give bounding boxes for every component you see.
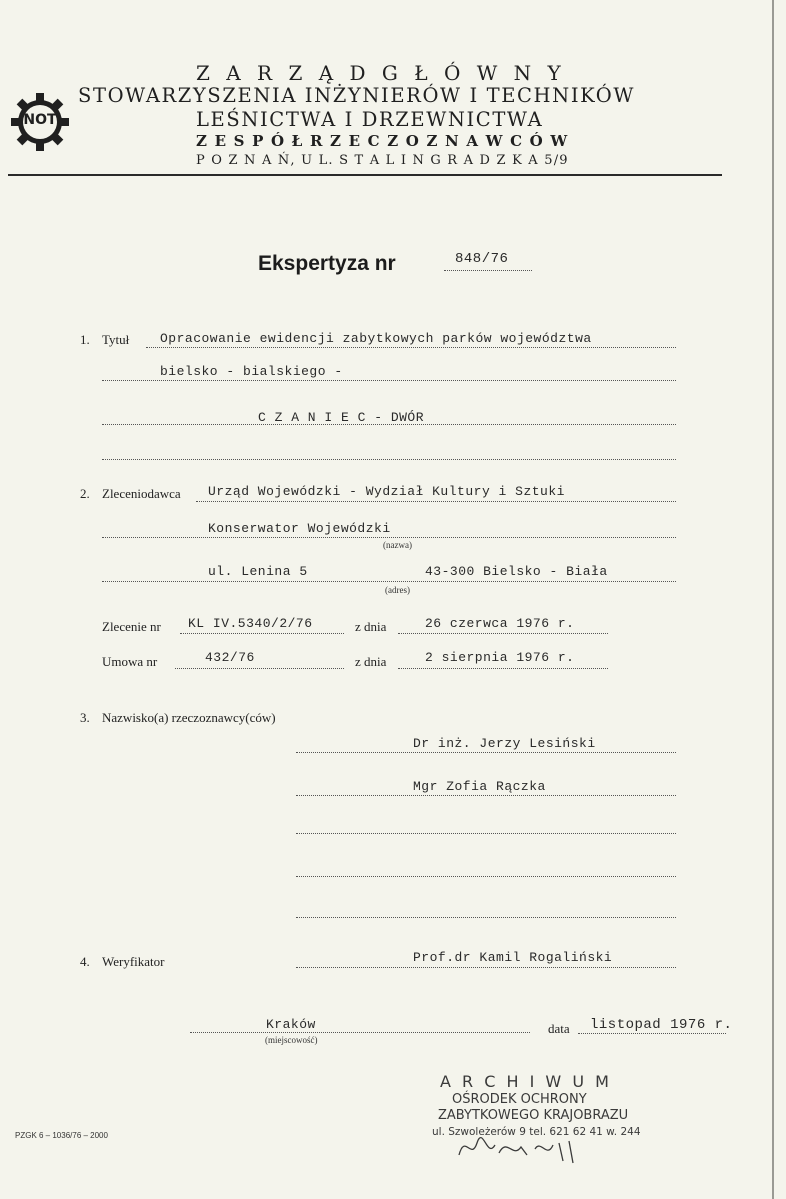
section-3-number: 3. [80,710,90,725]
stamp-archiwum: A R C H I W U M [440,1072,612,1091]
document-title: Ekspertyza nr [258,252,396,275]
rzeczoznawca-line-4 [296,876,676,877]
zleceniodawca-value-2: Konserwator Wojewódzki [208,521,391,536]
umowa-line [175,668,344,669]
zlecenie-date: 26 czerwca 1976 r. [425,616,575,631]
section-1-number: 1. [80,332,90,347]
not-logo-icon [10,92,70,152]
rzeczoznawca-line-3 [296,833,676,834]
zlecenie-value: KL IV.5340/2/76 [188,616,313,631]
adres-street: ul. Lenina 5 [208,564,308,579]
document-number: 848/76 [455,251,509,267]
data-value: listopad 1976 r. [590,1017,733,1033]
zlecenie-label: Zlecenie nr [102,619,161,634]
tytul-line-3 [102,424,676,425]
header-line-3: LEŚNICTWA I DRZEWNICTWA [196,108,544,131]
adres-line [102,581,676,582]
zlecenie-date-line [398,633,608,634]
tytul-value-3: C Z A N I E C - DWÓR [258,410,425,425]
weryfikator-value: Prof.dr Kamil Rogaliński [413,950,613,965]
weryfikator-label: Weryfikator [102,954,165,969]
miejscowosc-line [190,1032,530,1033]
rzeczoznawca-1: Dr inż. Jerzy Lesiński [413,736,596,751]
zlecenie-line [180,633,344,634]
umowa-date: 2 sierpnia 1976 r. [425,650,575,665]
title-number-line [444,270,532,271]
section-2-number: 2. [80,486,90,501]
tytul-line-2 [102,380,676,381]
miejscowosc-caption: (miejscowość) [265,1035,318,1045]
header-divider [8,174,722,176]
tytul-label: Tytuł [102,332,130,347]
rzeczoznawca-line-1 [296,752,676,753]
tytul-line-4 [102,459,676,460]
tytul-line-1 [146,347,676,348]
header-line-5: P O Z N A Ń, U L. S T A L I N G R A D Z K A 5/9 [196,153,569,168]
rzeczoznawcy-label: Nazwisko(a) rzeczoznawcy(ców) [102,710,276,725]
tytul-value-1: Opracowanie ewidencji zabytkowych parków województwa [160,331,592,346]
header-line-1: Z A R Z Ą D G Ł Ó W N Y [196,61,566,85]
data-label: data [548,1021,570,1036]
handwritten-signature [455,1125,595,1170]
weryfikator-line [296,967,676,968]
adres-caption: (adres) [385,585,410,595]
umowa-date-line [398,668,608,669]
print-code: PZGK 6 – 1036/76 – 2000 [15,1131,108,1140]
logo-text: NOT [23,112,57,128]
zleceniodawca-label: Zleceniodawca [102,486,181,501]
rzeczoznawca-2: Mgr Zofia Rączka [413,779,546,794]
umowa-z-dnia: z dnia [355,654,387,669]
rzeczoznawca-line-5 [296,917,676,918]
zleceniodawca-line-1 [196,501,676,502]
page-edge-line [772,0,774,1199]
adres-city: 43-300 Bielsko - Biała [425,564,608,579]
miejscowosc-value: Kraków [266,1017,316,1032]
umowa-value: 432/76 [205,650,255,665]
tytul-value-2: bielsko - bialskiego - [160,364,343,379]
stamp-zabytkowego: ZABYTKOWEGO KRAJOBRAZU [438,1108,629,1123]
zlecenie-z-dnia: z dnia [355,619,387,634]
section-4-number: 4. [80,954,90,969]
stamp-address: ul. Szwoleżerów 9 tel. 621 62 41 w. 244 [432,1126,641,1138]
header-line-2: STOWARZYSZENIA INŻYNIERÓW I TECHNIKÓW [78,84,636,107]
rzeczoznawca-line-2 [296,795,676,796]
zleceniodawca-line-2 [102,537,676,538]
data-line [578,1033,726,1034]
stamp-osrodek: OŚRODEK OCHRONY [452,1092,587,1107]
zleceniodawca-value-1: Urząd Wojewódzki - Wydział Kultury i Sztuki [208,484,565,499]
umowa-label: Umowa nr [102,654,158,669]
header-line-4: Z E S P Ó Ł R Z E C Z O Z N A W C Ó W [196,132,569,150]
nazwa-caption: (nazwa) [383,540,412,550]
